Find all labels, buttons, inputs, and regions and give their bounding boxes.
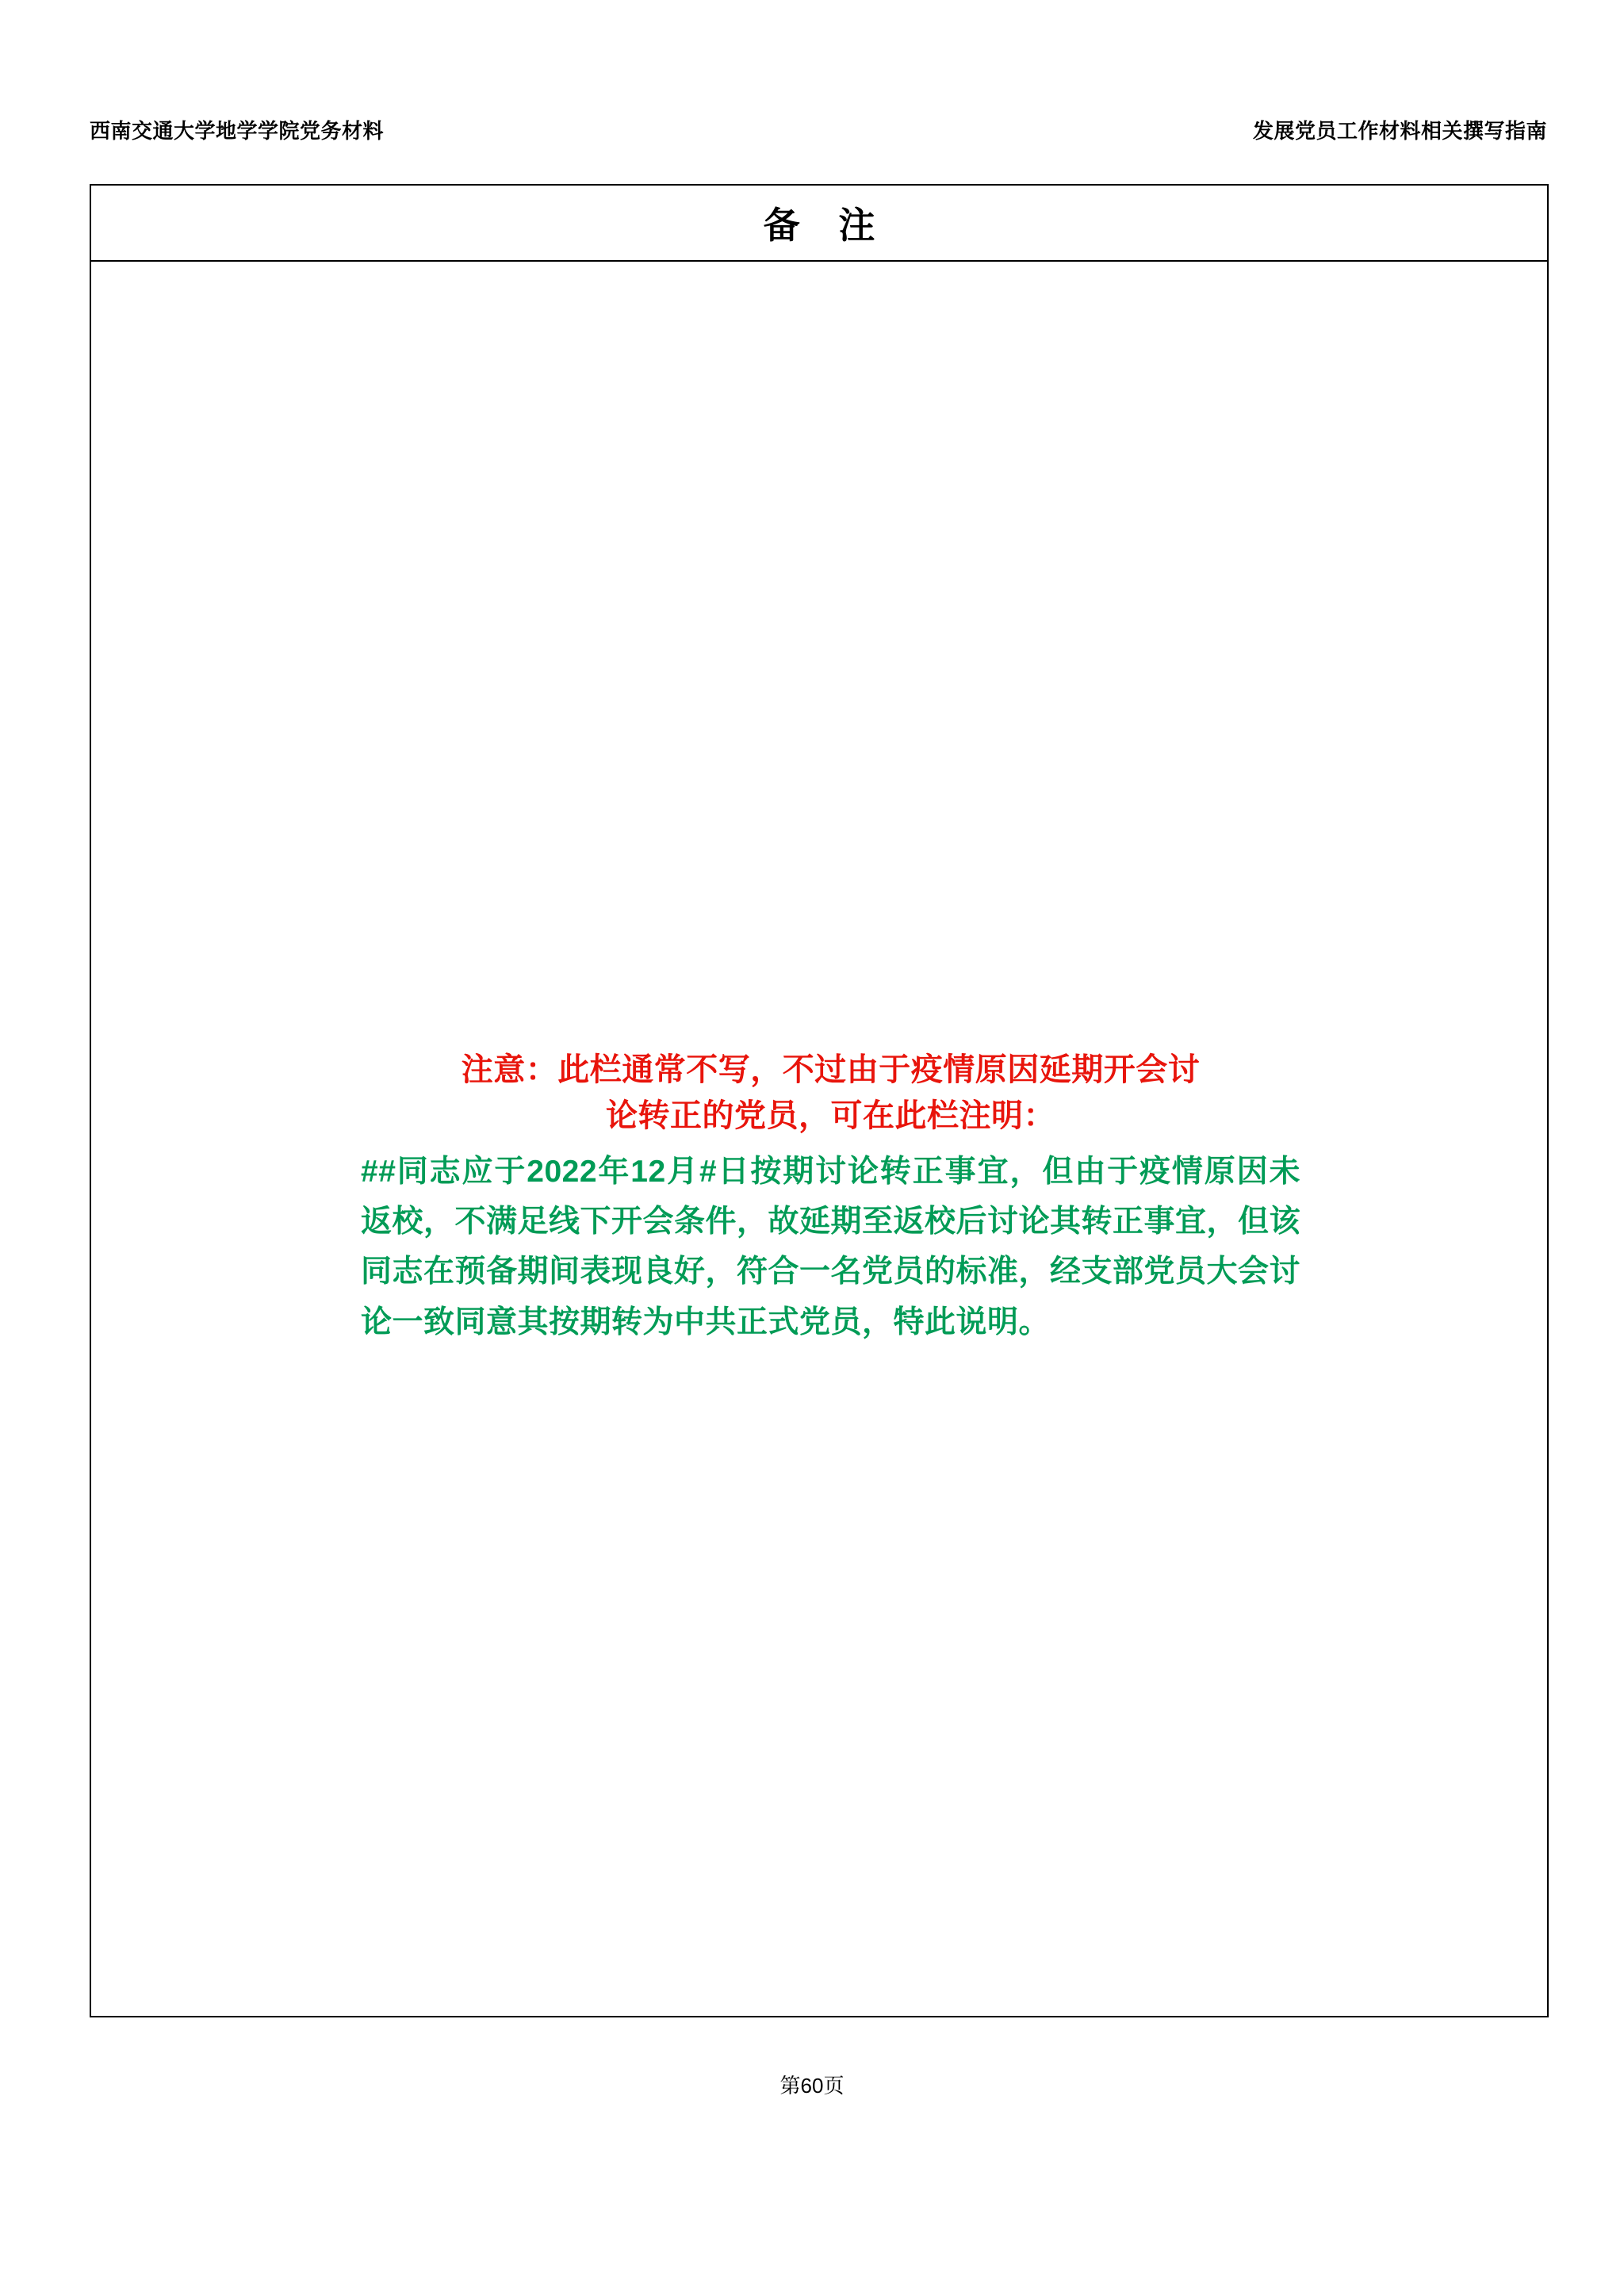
header-right-text: 发展党员工作材料相关撰写指南 bbox=[1252, 119, 1547, 143]
page-footer bbox=[0, 2070, 1624, 2099]
remarks-warning-line2: 论转正的党员，可在此栏注明： bbox=[606, 1098, 1055, 1133]
remarks-warning-line1: 注意：此栏通常不写，不过由于疫情原因延期开会讨 bbox=[461, 1052, 1201, 1087]
remarks-title: 备 注 bbox=[763, 205, 890, 246]
remarks-table-title-row bbox=[91, 186, 1547, 262]
remarks-sample-text: ##同志应于2022年12月#日按期讨论转正事宜，但由于疫情原因未返校，不满足线下开会条件，故延期至返校后讨论其转正事宜，但该同志在预备期间表现良好，符合一名党员的标准，经支部党员大会讨论一致同意其按期转为中共正式党员，特此说明。 bbox=[361, 1155, 1301, 1339]
remarks-table-body bbox=[91, 262, 1547, 2016]
remarks-table bbox=[90, 184, 1549, 2017]
remarks-note-block bbox=[361, 1047, 1300, 1347]
header-left-text: 西南交通大学地学学院党务材料 bbox=[90, 119, 385, 143]
remarks-warning bbox=[361, 1047, 1300, 1139]
page-number: 第60页 bbox=[779, 2074, 845, 2098]
page-header bbox=[90, 115, 1547, 144]
